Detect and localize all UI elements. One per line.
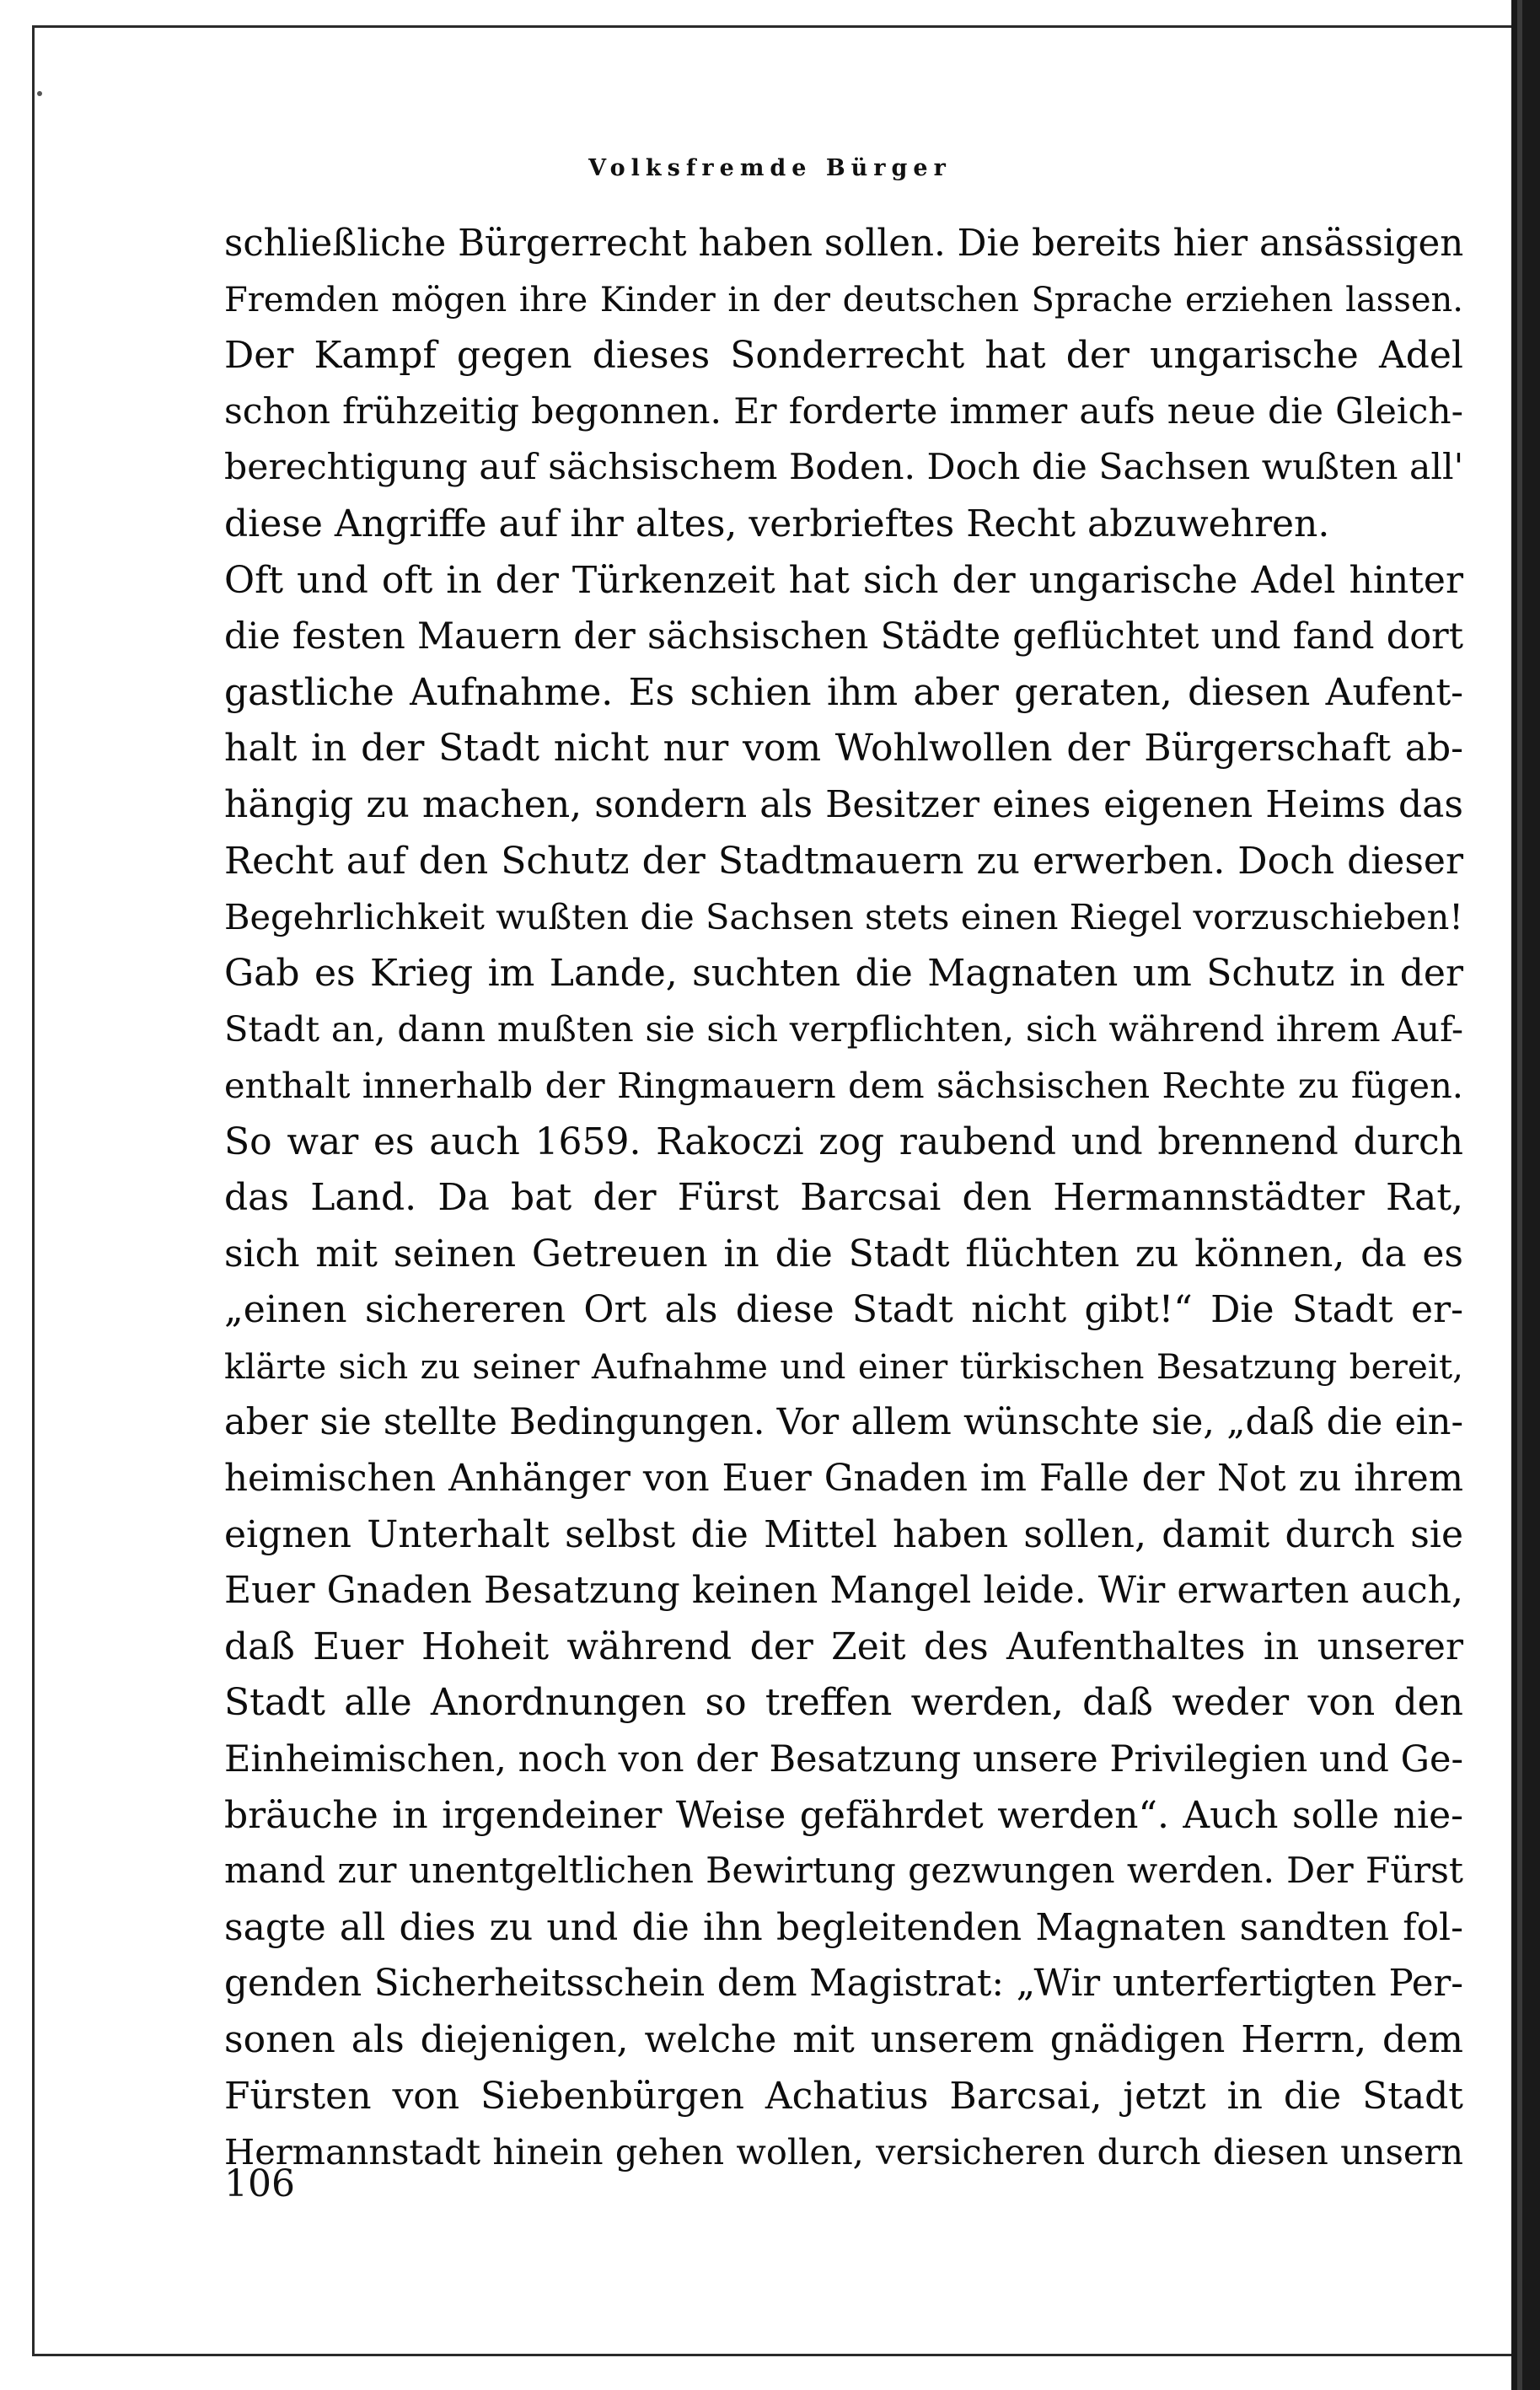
text-line: Oft und oft in der Türkenzeit hat sich der ungarische Adel hinter (224, 558, 1463, 602)
text-line: daß Euer Hoheit während der Zeit des Aufenthaltes in unserer (224, 1625, 1463, 1668)
book-gutter-edge (1517, 0, 1522, 2390)
text-line: sagte all dies zu und die ihn begleitenden Magnaten sandten fol- (224, 1905, 1463, 1949)
text-line: Euer Gnaden Besatzung keinen Mangel leide. Wir erwarten auch, (224, 1569, 1463, 1613)
text-line: heimischen Anhänger von Euer Gnaden im Falle der Not zu ihrem (224, 1458, 1463, 1501)
text-line: Der Kampf gegen dieses Sonderrecht hat der ungarische Adel (224, 334, 1463, 378)
text-line: klärte sich zu seiner Aufnahme und einer türkischen Besatzung bereit, (224, 1345, 1463, 1387)
text-line: gastliche Aufnahme. Es schien ihm aber geraten, diesen Aufent- (224, 670, 1463, 714)
running-head: Volksfremde Bürger (588, 155, 952, 181)
text-line: das Land. Da bat der Fürst Barcsai den Hermannstädter Rat, (224, 1176, 1463, 1220)
text-line: diese Angriffe auf ihr altes, verbrieftes Recht abzuwehren. (224, 502, 1330, 545)
text-line: Hermannstadt hinein gehen wollen, versicheren durch diesen unsern (224, 2131, 1463, 2173)
text-line: schließliche Bürgerrecht haben sollen. Die bereits hier ansässigen (224, 223, 1464, 265)
text-line: berechtigung auf sächsischem Boden. Doch die Sachsen wußten all' (224, 447, 1464, 489)
text-line: genden Sicherheitsschein dem Magistrat: „Wir unterfertigten Per- (224, 1963, 1463, 2006)
text-line: Fürsten von Siebenbürgen Achatius Barcsai, jetzt in die Stadt (224, 2074, 1463, 2118)
text-line: So war es auch 1659. Rakoczi zog raubend und brennend durch (224, 1120, 1463, 1163)
text-line: sich mit seinen Getreuen in die Stadt flüchten zu können, da es (224, 1232, 1463, 1276)
text-line: die festen Mauern der sächsischen Städte geflüchtet und fand dort (224, 615, 1463, 658)
body-text (224, 216, 1463, 2181)
text-line: sonen als diejenigen, welche mit unserem gnädigen Herrn, dem (224, 2018, 1463, 2061)
text-line: aber sie stellte Bedingungen. Vor allem wünschte sie, „daß die ein- (224, 1401, 1463, 1444)
text-line: „einen sichereren Ort als diese Stadt nicht gibt!“ Die Stadt er- (224, 1288, 1463, 1332)
text-line: Begehrlichkeit wußten die Sachsen stets einen Riegel vorzuschieben! (224, 896, 1463, 938)
text-line: Gab es Krieg im Lande, suchten die Magnaten um Schutz in der (224, 951, 1463, 995)
text-line: halt in der Stadt nicht nur vom Wohlwollen der Bürgerschaft ab- (224, 727, 1463, 771)
text-line: bräuche in irgendeiner Weise gefährdet werden“. Auch solle nie- (224, 1793, 1463, 1837)
text-line: mand zur unentgeltlichen Bewirtung gezwungen werden. Der Fürst (224, 1850, 1463, 1893)
text-line: Stadt an, dann mußten sie sich verpflichten, sich während ihrem Auf- (224, 1008, 1463, 1050)
text-line: hängig zu machen, sondern als Besitzer eines eigenen Heims das (224, 782, 1463, 826)
page-number: 106 (224, 2162, 295, 2205)
text-line: Fremden mögen ihre Kinder in der deutschen Sprache erziehen lassen. (224, 280, 1463, 320)
text-line: Stadt alle Anordnungen so treffen werden, daß weder von den (224, 1681, 1463, 1725)
text-line: enthalt innerhalb der Ringmauern dem sächsischen Rechte zu fügen. (224, 1064, 1463, 1106)
text-line: Recht auf den Schutz der Stadtmauern zu erwerben. Doch dieser (224, 839, 1463, 883)
text-line: schon frühzeitig begonnen. Er forderte immer aufs neue die Gleich- (224, 390, 1463, 432)
text-line: Einheimischen, noch von der Besatzung unsere Privilegien und Ge- (224, 1738, 1463, 1781)
text-line: eignen Unterhalt selbst die Mittel haben sollen, damit durch sie (224, 1512, 1463, 1556)
scan-speck (37, 91, 42, 96)
book-gutter-shadow (1511, 0, 1540, 2390)
